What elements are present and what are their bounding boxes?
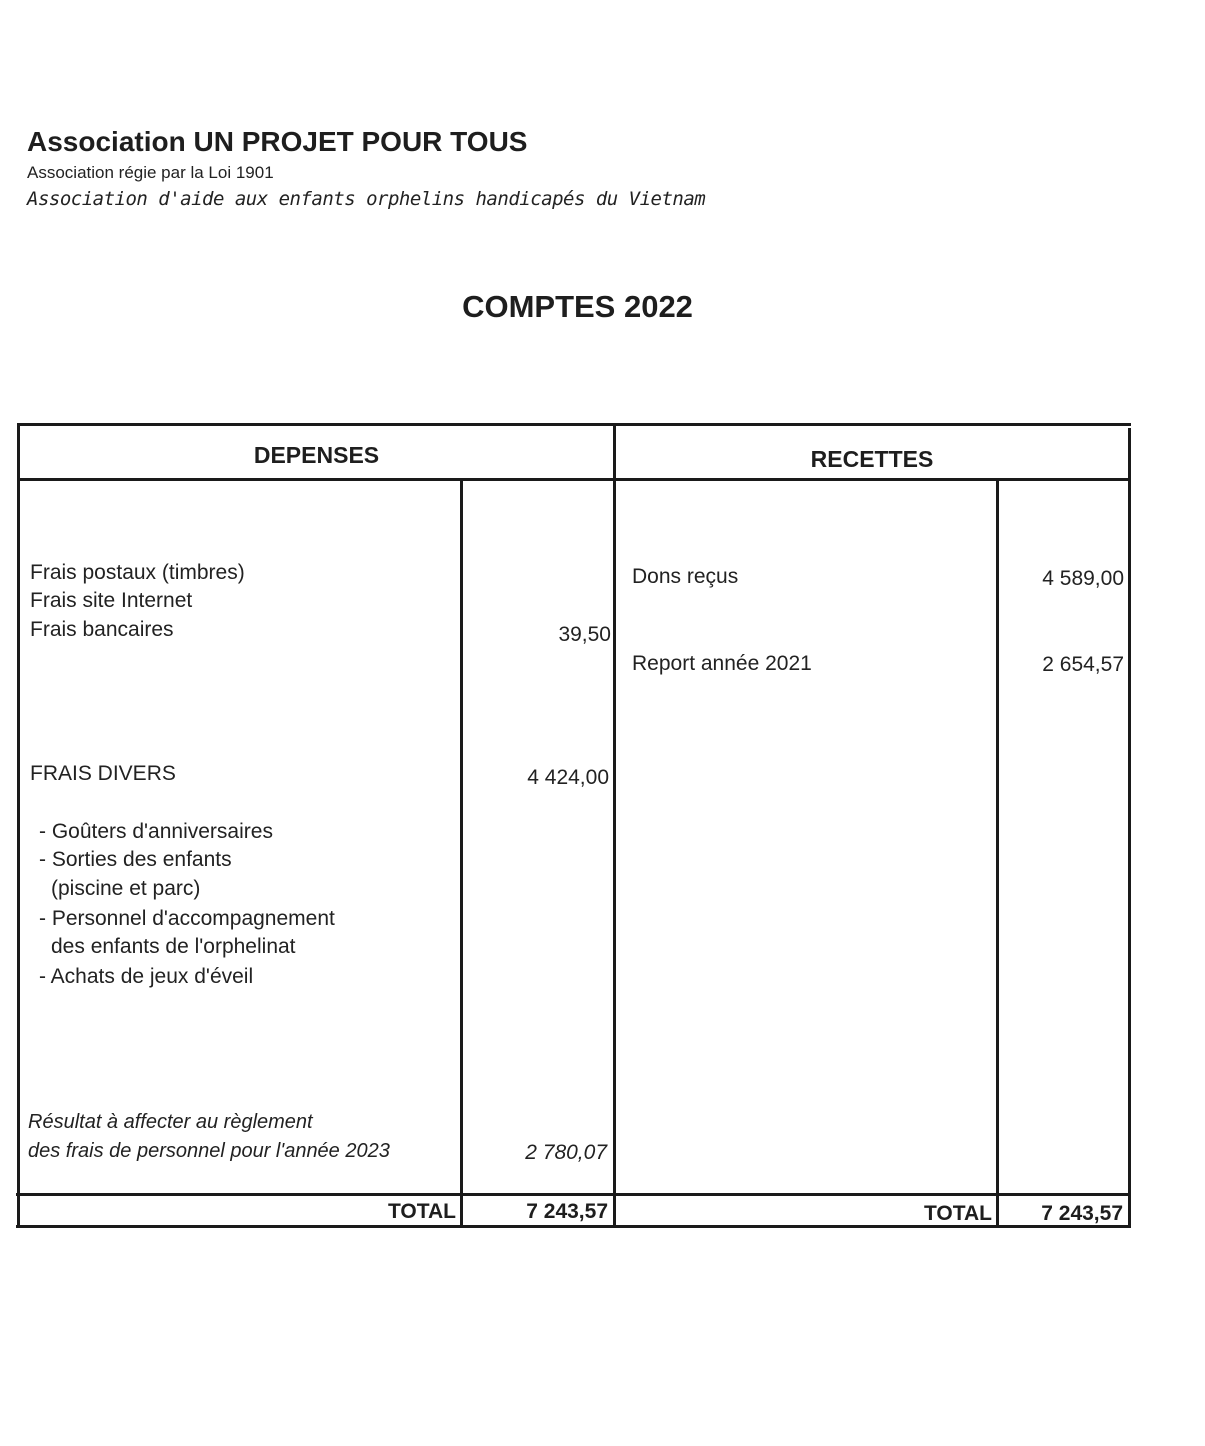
expense-label: Frais bancaires (30, 618, 174, 641)
expense-amount: 39,50 (558, 623, 611, 646)
expense-amount: 4 424,00 (527, 766, 609, 789)
receipt-label: Report année 2021 (632, 652, 812, 675)
result-label: des frais de personnel pour l'année 2023 (28, 1140, 390, 1162)
header-divider (18, 478, 1131, 481)
expense-label: Frais site Internet (30, 589, 193, 612)
mission-statement: Association d'aide aux enfants orphelins handicapés du Vietnam (27, 188, 706, 210)
table-border-top (18, 423, 1131, 426)
expense-label: Frais postaux (timbres) (30, 561, 245, 584)
expenses-header: DEPENSES (253, 442, 380, 468)
divers-detail-item: - Goûters d'anniversaires (39, 820, 273, 843)
legal-status: Association régie par la Loi 1901 (27, 163, 274, 182)
receipt-amount: 4 589,00 (1042, 567, 1124, 590)
table-column-divider (613, 426, 616, 1228)
receipt-label: Dons reçus (632, 565, 739, 588)
expense-label: FRAIS DIVERS (30, 762, 176, 785)
table-border-right (1128, 428, 1131, 1228)
divers-detail-item: - Personnel d'accompagnement (39, 907, 335, 930)
receipts-total-label: TOTAL (923, 1202, 992, 1225)
receipt-amount: 2 654,57 (1042, 653, 1124, 676)
table-border-left (17, 423, 20, 1228)
expenses-total-label: TOTAL (387, 1200, 456, 1223)
receipts-header: RECETTES (810, 446, 934, 472)
receipts-total-value: 7 243,57 (1041, 1202, 1123, 1225)
divers-detail-item: des enfants de l'orphelinat (51, 935, 296, 958)
total-divider (16, 1193, 1131, 1196)
document-title: COMPTES 2022 (462, 289, 693, 324)
result-label: Résultat à affecter au règlement (28, 1111, 313, 1133)
organization-name: Association UN PROJET POUR TOUS (27, 126, 528, 157)
divers-detail-item: - Achats de jeux d'éveil (39, 965, 254, 988)
expenses-amount-column-line (460, 481, 463, 1228)
divers-detail-item: - Sorties des enfants (39, 848, 232, 871)
divers-detail-item: (piscine et parc) (51, 877, 201, 900)
expenses-total-value: 7 243,57 (526, 1200, 608, 1223)
result-amount: 2 780,07 (525, 1141, 607, 1164)
receipts-amount-column-line (996, 481, 999, 1228)
